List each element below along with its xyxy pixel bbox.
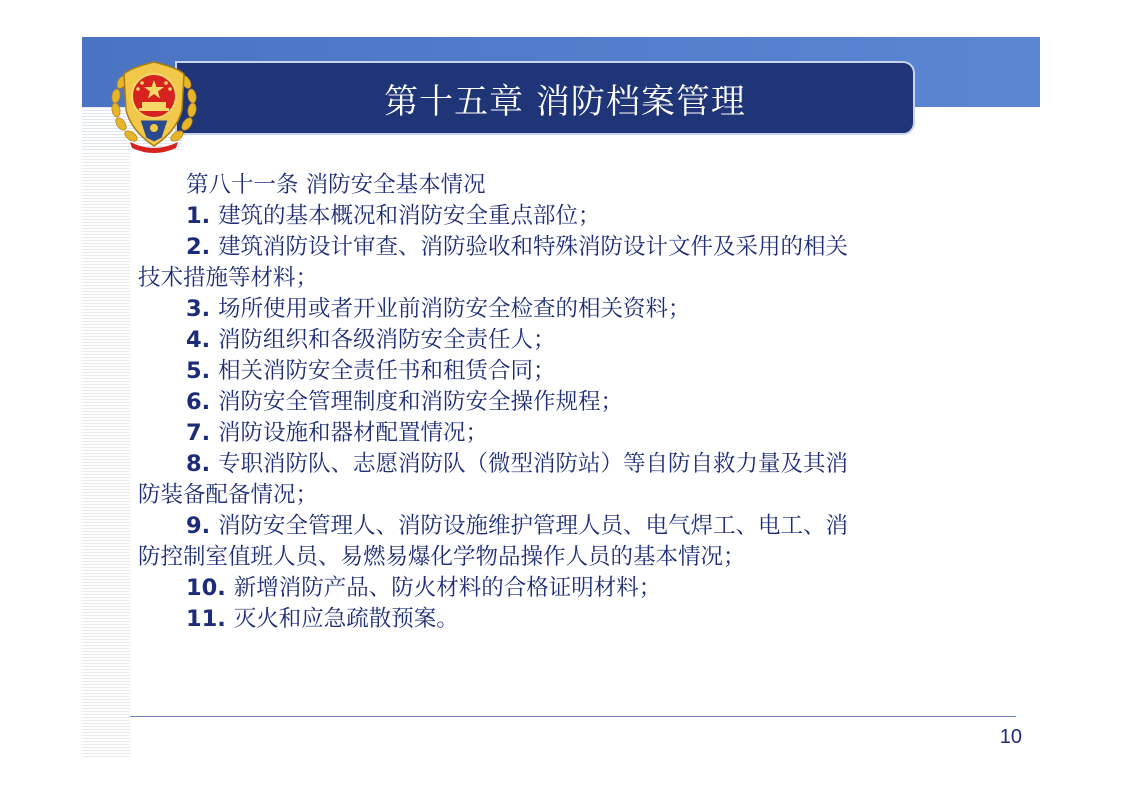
- item-text: 场所使用或者开业前消防安全检查的相关资料；: [218, 296, 691, 322]
- list-item: [138, 201, 968, 232]
- left-striped-margin: [82, 150, 130, 758]
- item-text: 建筑的基本概况和消防安全重点部位；: [218, 203, 601, 229]
- list-item: [138, 325, 968, 356]
- slide-title: 第十五章 消防档案管理: [384, 81, 746, 122]
- item-number: 10.: [186, 575, 234, 601]
- list-item: [138, 573, 968, 604]
- item-text: 灭火和应急疏散预案。: [233, 606, 459, 632]
- item-number: 11.: [186, 606, 234, 632]
- footer-divider: [130, 716, 1016, 717]
- item-text: 专职消防队、志愿消防队（微型消防站）等自防自救力量及其消: [218, 451, 849, 477]
- list-item: [138, 511, 968, 542]
- list-item-continuation: 防控制室值班人员、易燃易爆化学物品操作人员的基本情况；: [138, 544, 746, 570]
- list-item: [138, 232, 968, 263]
- article-heading: 第八十一条 消防安全基本情况: [186, 172, 486, 198]
- item-text: 消防安全管理制度和消防安全操作规程；: [218, 389, 624, 415]
- item-text: 消防组织和各级消防安全责任人；: [218, 327, 556, 353]
- list-item: [138, 356, 968, 387]
- item-number: 3.: [186, 296, 219, 322]
- item-number: 7.: [186, 420, 219, 446]
- item-text: 相关消防安全责任书和租赁合同；: [218, 358, 556, 384]
- list-item: [138, 387, 968, 418]
- item-number: 5.: [186, 358, 219, 384]
- list-item: [138, 449, 968, 480]
- list-item: [138, 294, 968, 325]
- item-text: 消防设施和器材配置情况；: [218, 420, 489, 446]
- item-text: 消防安全管理人、消防设施维护管理人员、电气焊工、电工、消: [218, 513, 849, 539]
- list-item: [138, 604, 968, 635]
- item-number: 1.: [186, 203, 219, 229]
- item-number: 8.: [186, 451, 219, 477]
- item-number: 2.: [186, 234, 219, 260]
- item-number: 9.: [186, 513, 219, 539]
- item-text: 建筑消防设计审查、消防验收和特殊消防设计文件及采用的相关: [218, 234, 849, 260]
- list-item: [138, 418, 968, 449]
- item-number: 4.: [186, 327, 219, 353]
- article-content: [138, 170, 968, 635]
- title-box: [175, 61, 915, 135]
- list-item-continuation: 技术措施等材料；: [138, 265, 319, 291]
- list-item-continuation: 防装备配备情况；: [138, 482, 319, 508]
- item-number: 6.: [186, 389, 219, 415]
- fire-rescue-emblem-icon: [104, 52, 204, 156]
- page-number: 10: [999, 726, 1022, 748]
- item-text: 新增消防产品、防火材料的合格证明材料；: [233, 575, 662, 601]
